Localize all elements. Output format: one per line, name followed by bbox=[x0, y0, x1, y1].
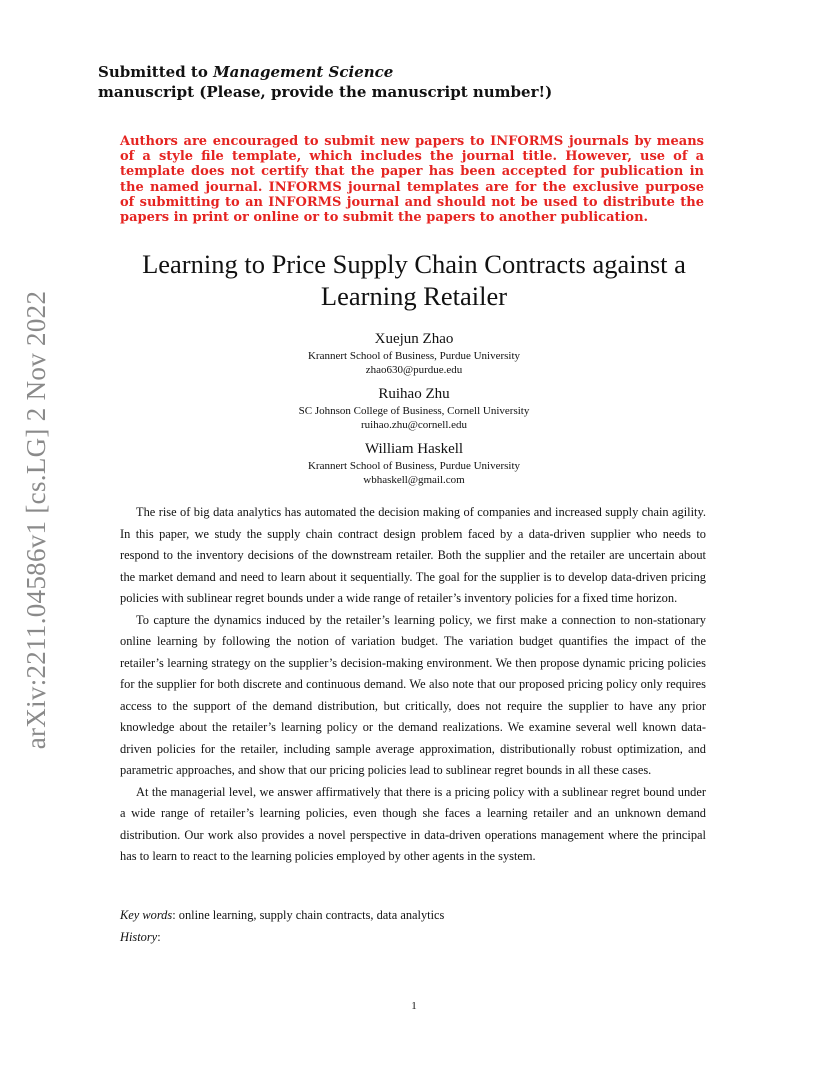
author-block bbox=[200, 385, 628, 432]
author-block bbox=[200, 440, 628, 487]
keywords-line bbox=[120, 905, 706, 927]
author-email: wbhaskell@gmail.com bbox=[363, 474, 465, 486]
keywords-label: Key words bbox=[120, 908, 173, 922]
history-label: History bbox=[120, 929, 158, 944]
abstract-paragraph: To capture the dynamics induced by the retailer’s learning policy, we first make a connection to non-stationary online learning by following the notion of variation budget. The variation budget quantifies the impact of the retailer’s learning strategy on the supplier’s decision-making environment. We then propose dynamic pricing policies for the supplier for both discrete and continuous demand. We also note that our proposed pricing policy only requires access to the support of the demand distribution, but critically, does not require the supplier to have any prior knowledge about the retailer’s learning policy or the demand realizations. We examine several well known data-driven policies for the retailer, including sample average approximation, distributionally robust optimization, and parametric approaches, and show that our pricing policies lead to sublinear regret bounds in all these cases. bbox=[120, 612, 706, 777]
informs-notice: Authors are encouraged to submit new papers to INFORMS journals by means of a style file template, which includes the journal title. However, use of a template does not certify that the paper has been accepted for publication in the named journal. INFORMS journal templates are for the exclusive purpose of submitting to an INFORMS journal and should not be used to distribute the papers in print or online or to submit the papers to another publication. bbox=[120, 134, 704, 226]
abstract-paragraph: At the managerial level, we answer affirmatively that there is a pricing policy with a sublinear regret bound under a wide range of retailer’s learning policies, even though she faces a learning retailer and an unknown demand distribution. Our work also provides a novel perspective in data-driven operations management where the principal has to learn to react to the learning policies employed by other agents in the system. bbox=[120, 784, 706, 863]
keywords-text: : online learning, supply chain contracts, data analytics bbox=[172, 908, 445, 922]
author-affiliation: Krannert School of Business, Purdue University bbox=[307, 460, 521, 472]
abstract-paragraph: The rise of big data analytics has automated the decision making of companies and increased supply chain agility. In this paper, we study the supply chain contract design problem faced by a data-driven supplier who needs to respond to the inventory decisions of the downstream retailer. Both the supplier and the retailer are uncertain about the market demand and need to learn about it sequentially. The goal for the supplier is to develop data-driven pricing policies with sublinear regret bounds under a wide range of retailer’s inventory policies for a fixed time horizon. bbox=[120, 505, 706, 605]
abstract bbox=[120, 502, 706, 868]
author-affiliation: SC Johnson College of Business, Cornell University bbox=[298, 405, 530, 417]
submitted-line bbox=[98, 62, 552, 82]
author-affiliation: Krannert School of Business, Purdue University bbox=[307, 350, 521, 362]
author-email: zhao630@purdue.edu bbox=[365, 364, 463, 376]
history-line bbox=[120, 927, 706, 949]
author-block bbox=[200, 330, 628, 377]
author-name: Ruihao Zhu bbox=[378, 386, 450, 402]
journal-name: Management Science bbox=[213, 63, 394, 81]
author-name: William Haskell bbox=[364, 441, 464, 457]
journal-header bbox=[98, 62, 552, 102]
submitted-prefix: Submitted to bbox=[98, 63, 214, 81]
author-list bbox=[200, 330, 628, 495]
paper-metadata bbox=[120, 905, 706, 948]
author-name: Xuejun Zhao bbox=[374, 331, 454, 347]
author-email: ruihao.zhu@cornell.edu bbox=[360, 419, 468, 431]
history-text: : bbox=[157, 929, 161, 944]
arxiv-identifier: arXiv:2211.04586v1 [cs.LG] 2 Nov 2022 bbox=[21, 290, 51, 750]
page-number: 1 bbox=[411, 1000, 417, 1012]
paper-title: Learning to Price Supply Chain Contracts against a Learning Retailer bbox=[142, 249, 686, 311]
manuscript-line: manuscript (Please, provide the manuscript number!) bbox=[98, 83, 553, 101]
